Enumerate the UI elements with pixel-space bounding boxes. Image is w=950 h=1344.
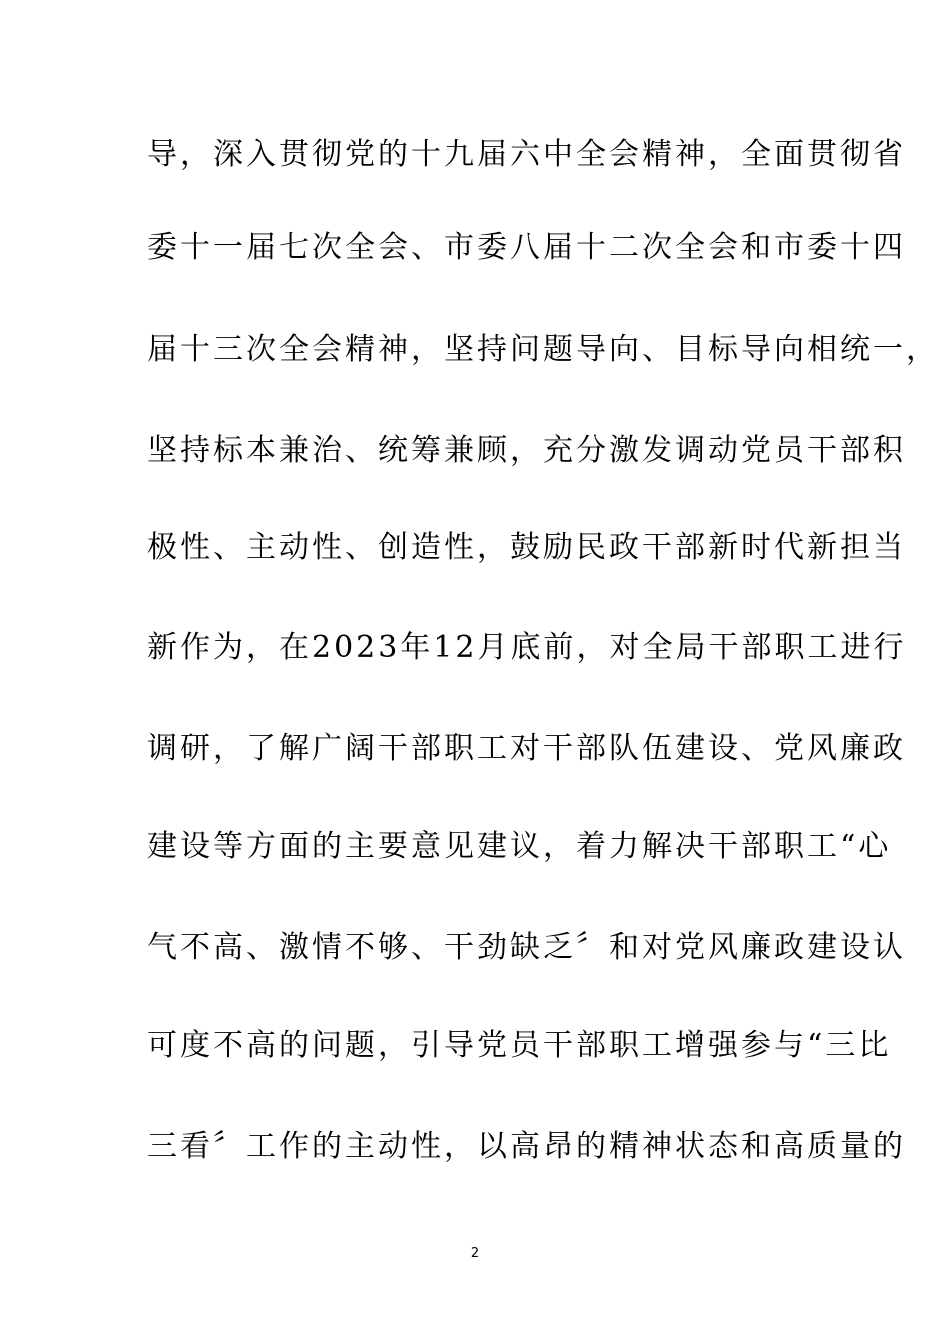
body-text-line: 届十三次全会精神，坚持问题导向、目标导向相统一， <box>147 332 939 367</box>
body-text-line: 气不高、激情不够、干劲缺乏〞和对党风廉政建设认 <box>147 930 906 965</box>
body-text-line: 三看〞工作的主动性，以高昂的精神状态和高质量的 <box>147 1129 906 1164</box>
body-text-line: 可度不高的问题，引导党员干部职工增强参与“三比 <box>147 1028 892 1063</box>
body-text-line: 极性、主动性、创造性，鼓励民政干部新时代新担当 <box>147 530 906 565</box>
body-text-line: 新作为，在2023年12月底前，对全局干部职工进行 <box>147 630 907 665</box>
body-text-line: 坚持标本兼治、统筹兼顾，充分激发调动党员干部积 <box>147 433 906 468</box>
page-number: 2 <box>470 1246 480 1261</box>
body-text-line: 调研，了解广阔干部职工对干部队伍建设、党风廉政 <box>147 731 906 766</box>
body-text-line: 建设等方面的主要意见建议，着力解决干部职工“心 <box>147 829 892 864</box>
body-text-line: 导，深入贯彻党的十九届六中全会精神，全面贯彻省 <box>147 137 906 172</box>
body-text-line: 委十一届七次全会、市委八届十二次全会和市委十四 <box>147 230 906 265</box>
